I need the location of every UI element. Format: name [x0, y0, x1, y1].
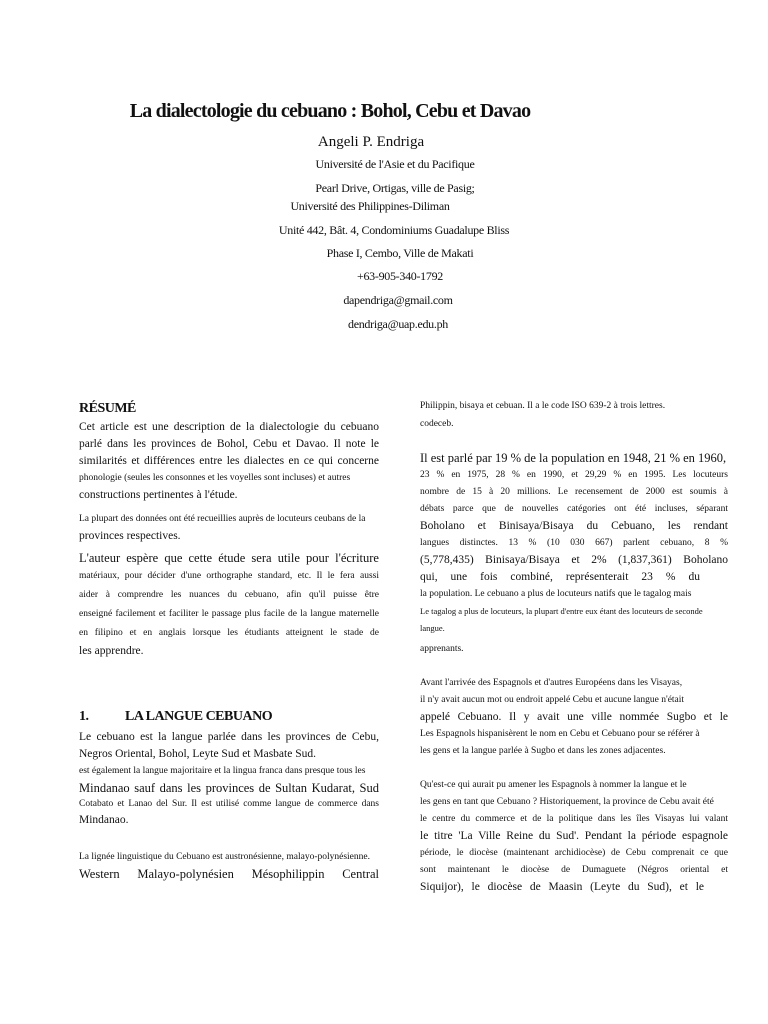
- abstract-line: aider à comprendre les nuances du cebuano, afin qu'il puisse être: [79, 590, 379, 600]
- abstract-line: les apprendre.: [79, 645, 144, 657]
- body-line: il n'y avait aucun mot ou endroit appelé Cebu et aucune langue n'était: [420, 695, 685, 705]
- body-line: (5,778,435) Binisaya/Bisaya et 2% (1,837,361) Boholano: [420, 554, 728, 566]
- body-line: le titre 'La Ville Reine du Sud'. Pendant la période espagnole: [420, 830, 728, 842]
- body-line: Qu'est-ce qui aurait pu amener les Espagnols à nommer la langue et le: [420, 780, 687, 790]
- body-line: nombre de 15 à 20 millions. Le recensement de 2000 est soumis à: [420, 487, 728, 497]
- body-line: la population. Le cebuano a plus de locuteurs natifs que le tagalog mais: [420, 589, 692, 599]
- body-line: langues distinctes. 13 % (10 030 667) parlent cebuano, 8 %: [420, 538, 728, 548]
- email-address: dendriga@uap.edu.ph: [348, 317, 448, 331]
- abstract-heading: RÉSUMÉ: [79, 401, 136, 416]
- body-line: Le tagalog a plus de locuteurs, la plupart d'entre eux étant des locuteurs de seconde langue.: [420, 606, 703, 633]
- body-line: sont maintenant le diocèse de Dumaguete (Négros oriental et: [420, 865, 728, 875]
- body-line: Boholano et Binisaya/Bisaya du Cebuano, les rendant: [420, 520, 728, 532]
- affiliation-line: Pearl Drive, Ortigas, ville de Pasig;: [315, 181, 475, 195]
- body-line: Western Malayo-polynésien Mésophilippin Central: [79, 867, 379, 881]
- body-line: période, le diocèse (maintenant archidiocèse) de Cebu comprenait ce que: [420, 848, 728, 858]
- affiliation-line: Unité 442, Bât. 4, Condominiums Guadalupe Bliss: [278, 223, 510, 237]
- abstract-line: enseigné facilement et faciliter le passage plus facile de la langue maternelle: [79, 609, 379, 619]
- section-title: LA LANGUE CEBUANO: [125, 709, 273, 724]
- right-column: [420, 397, 728, 896]
- body-line: apprenants.: [420, 644, 464, 654]
- abstract-line: matériaux, pour décider d'une orthographe standard, etc. Il le fera aussi: [79, 571, 379, 581]
- body-line: appelé Cebuano. Il y avait une ville nommée Sugbo et le: [420, 711, 728, 723]
- body-line: Philippin, bisaya et cebuan. Il a le code ISO 639-2 à trois lettres.: [420, 401, 666, 411]
- body-line: Le cebuano est la langue parlée dans les provinces de Cebu,: [79, 731, 379, 743]
- body-line: La lignée linguistique du Cebuano est austronésienne, malayo-polynésienne.: [79, 852, 370, 862]
- body-line: est également la langue majoritaire et la lingua franca dans presque tous les: [79, 766, 366, 776]
- abstract-line: L'auteur espère que cette étude sera utile pour l'écriture: [79, 551, 379, 565]
- body-line: Mindanao.: [79, 814, 129, 826]
- body-line: les gens en tant que Cebuano ? Historiquement, la province de Cebu avait été: [420, 797, 714, 807]
- body-line: Mindanao sauf dans les provinces de Sultan Kudarat, Sud: [79, 781, 379, 795]
- affiliation-line: Université de l'Asie et du Pacifique: [315, 157, 475, 171]
- abstract-line: en filipino et en anglais lorsque les étudiants atteignent le stade de: [79, 628, 379, 638]
- body-line: Cotabato et Lanao del Sur. Il est utilisé comme langue de commerce dans: [79, 799, 379, 809]
- abstract-line: Cet article est une description de la dialectologie du cebuano: [79, 421, 379, 433]
- abstract-line: similarités et différences entre les dialectes en ce qui concerne: [79, 455, 379, 467]
- abstract-line: parlé dans les provinces de Bohol, Cebu et Davao. Il note le: [79, 438, 379, 450]
- body-line: Siquijor), le diocèse de Maasin (Leyte du Sud), et le: [420, 881, 704, 893]
- body-line: Les Espagnols hispanisèrent le nom en Cebu et Cebuano pour se référer à: [420, 729, 700, 739]
- abstract-line: constructions pertinentes à l'étude.: [79, 489, 238, 501]
- affiliation-line: Université des Philippines-Diliman: [290, 199, 450, 213]
- body-line: Avant l'arrivée des Espagnols et d'autres Européens dans les Visayas,: [420, 678, 683, 688]
- paper-title: La dialectologie du cebuano : Bohol, Cebu et Davao: [129, 100, 531, 122]
- email-address: dapendriga@gmail.com: [343, 293, 453, 307]
- affiliation-line: Phase I, Cembo, Ville de Makati: [326, 246, 474, 260]
- body-line: Negros Oriental, Bohol, Leyte Sud et Masbate Sud.: [79, 748, 316, 760]
- body-line: qui, une fois combiné, représenterait 23 % du: [420, 571, 700, 583]
- body-line: codeceb.: [420, 419, 454, 429]
- body-line: Il est parlé par 19 % de la population en 1948, 21 % en 1960,: [420, 451, 727, 465]
- body-line: les gens et la langue parlée à Sugbo et dans les zones adjacentes.: [420, 746, 666, 756]
- abstract-line: La plupart des données ont été recueillies auprès de locuteurs ceubans de la: [79, 514, 366, 524]
- body-line: le centre du commerce et de la politique dans les îles Visayas lui valant: [420, 814, 728, 824]
- abstract-line: phonologie (seules les consonnes et les voyelles sont incluses) et autres: [79, 473, 351, 483]
- abstract-line: provinces respectives.: [79, 530, 181, 542]
- phone-number: +63-905-340-1792: [357, 269, 443, 283]
- left-column: [79, 400, 379, 883]
- section-number: 1.: [79, 709, 89, 724]
- section-heading: [79, 708, 379, 725]
- body-line: débats parce que de nouvelles catégories ont été incluses, séparant: [420, 504, 728, 514]
- author-name: Angeli P. Endriga: [317, 134, 425, 150]
- body-line: 23 % en 1975, 28 % en 1990, et 29,29 % en 1995. Les locuteurs: [420, 470, 728, 480]
